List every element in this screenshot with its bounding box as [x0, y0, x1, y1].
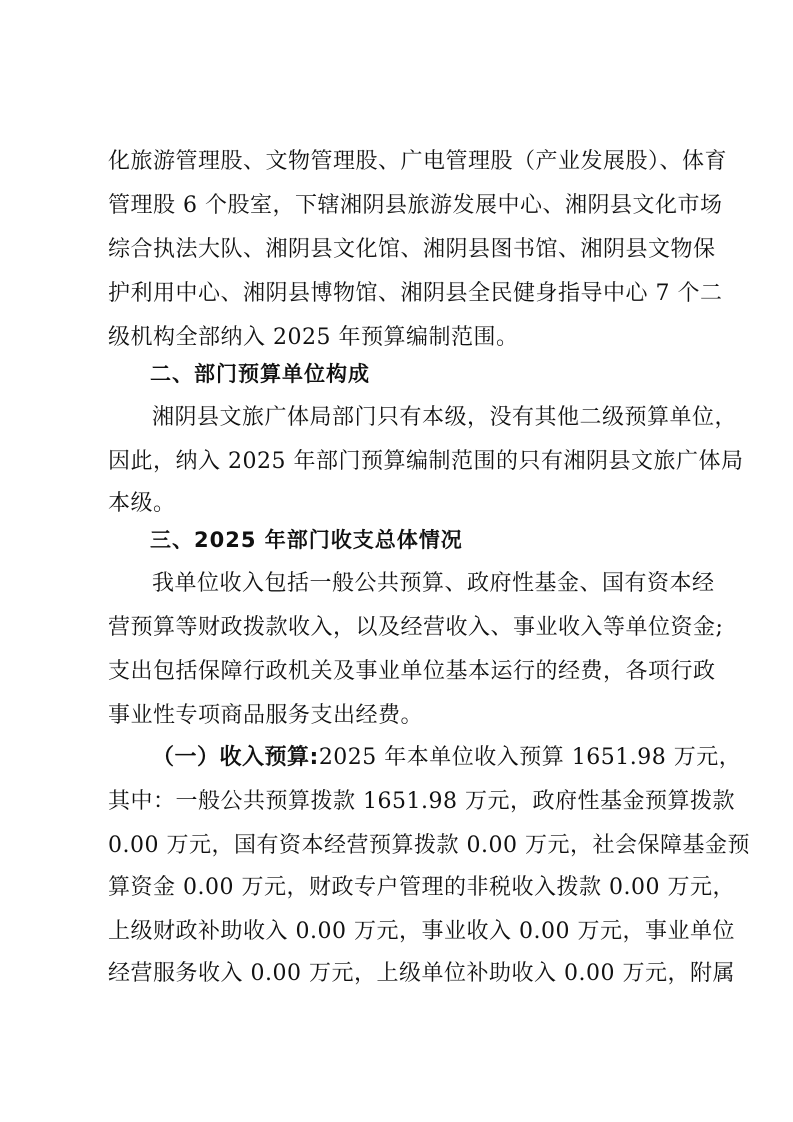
paragraph-line: 事业性专项商品服务支出经费。 [108, 703, 424, 728]
section-heading: 三、2025 年部门收支总体情况 [150, 528, 463, 552]
paragraph-line: 湘阴县文旅广体局部门只有本级，没有其他二级预算单位， [152, 405, 738, 430]
paragraph-line: 支出包括保障行政机关及事业单位基本运行的经费，各项行政 [108, 659, 716, 684]
paragraph-line: 因此，纳入 2025 年部门预算编制范围的只有湘阴县文旅广体局 [108, 449, 744, 474]
paragraph-line: 管理股 6 个股室，下辖湘阴县旅游发展中心、湘阴县文化市场 [108, 193, 723, 218]
paragraph-line: 其中：一般公共预算拨款 1651.98 万元，政府性基金预算拨款 [108, 789, 735, 814]
paragraph-line: 护利用中心、湘阴县博物馆、湘阴县全民健身指导中心 7 个二 [108, 281, 723, 306]
paragraph-line: 算资金 0.00 万元，财政专户管理的非税收入拨款 0.00 万元， [108, 875, 735, 900]
paragraph-line: 经营服务收入 0.00 万元，上级单位补助收入 0.00 万元，附属 [108, 961, 735, 986]
income-first-line [152, 741, 742, 775]
paragraph-line: 0.00 万元，国有资本经营预算拨款 0.00 万元，社会保障基金预 [108, 833, 750, 858]
paragraph-line: 化旅游管理股、文物管理股、广电管理股（产业发展股）、体育 [108, 149, 728, 174]
paragraph-line: 本级。 [108, 491, 176, 516]
paragraph-line: 营预算等财政拨款收入，以及经营收入、事业收入等单位资金; [108, 615, 724, 640]
income-lead-rest: 2025 年本单位收入预算 1651.98 万元， [318, 745, 742, 770]
income-lead: （一）收入预算: [152, 745, 319, 770]
paragraph-line: 级机构全部纳入 2025 年预算编制范围。 [108, 325, 519, 350]
paragraph-line: 我单位收入包括一般公共预算、政府性基金、国有资本经 [152, 571, 715, 596]
paragraph-line: 上级财政补助收入 0.00 万元，事业收入 0.00 万元，事业单位 [108, 919, 735, 944]
paragraph-line: 综合执法大队、湘阴县文化馆、湘阴县图书馆、湘阴县文物保 [108, 237, 716, 262]
section-heading: 二、部门预算单位构成 [150, 362, 370, 386]
